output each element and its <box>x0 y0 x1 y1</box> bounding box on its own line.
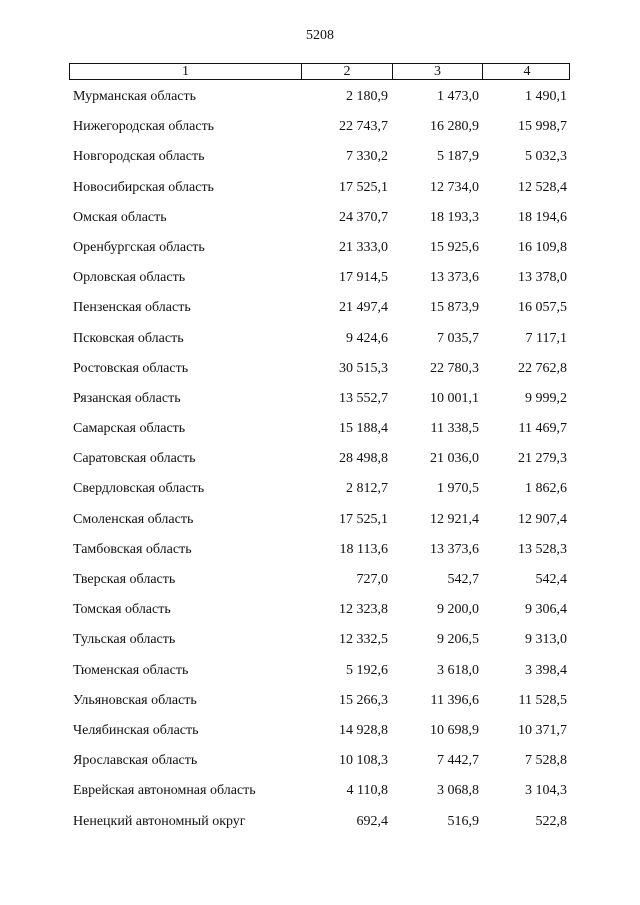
cell-column-3: 7 442,7 <box>437 753 479 769</box>
cell-column-3: 13 373,6 <box>430 270 479 286</box>
cell-column-2: 17 525,1 <box>339 511 388 527</box>
cell-column-3: 13 373,6 <box>430 541 479 557</box>
table-row <box>0 722 640 752</box>
region-name: Ярославская область <box>73 753 198 769</box>
cell-column-3: 10 001,1 <box>430 390 479 406</box>
table-body <box>0 88 640 843</box>
table-row <box>0 782 640 812</box>
cell-column-2: 17 525,1 <box>339 179 388 195</box>
cell-column-4: 10 371,7 <box>518 722 567 738</box>
cell-column-2: 24 370,7 <box>339 209 388 225</box>
cell-column-3: 11 338,5 <box>430 421 479 437</box>
cell-column-3: 9 200,0 <box>437 602 479 618</box>
cell-column-4: 12 907,4 <box>518 511 567 527</box>
cell-column-4: 7 528,8 <box>525 753 567 769</box>
cell-column-3: 15 873,9 <box>430 300 479 316</box>
table-row <box>0 571 640 601</box>
table-row <box>0 631 640 661</box>
cell-column-4: 7 117,1 <box>525 330 567 346</box>
cell-column-4: 11 528,5 <box>518 692 567 708</box>
cell-column-3: 542,7 <box>447 572 479 587</box>
cell-column-2: 21 333,0 <box>339 239 388 255</box>
cell-column-3: 12 734,0 <box>430 179 479 195</box>
cell-column-2: 21 497,4 <box>339 300 388 316</box>
column-header-3: 3 <box>392 64 482 79</box>
cell-column-4: 3 398,4 <box>525 662 567 678</box>
cell-column-2: 30 515,3 <box>339 360 388 376</box>
table-row <box>0 209 640 239</box>
cell-column-2: 2 812,7 <box>346 481 388 497</box>
cell-column-3: 5 187,9 <box>437 149 479 165</box>
column-header-1: 1 <box>182 64 189 79</box>
cell-column-2: 12 332,5 <box>339 632 388 648</box>
region-name: Псковская область <box>73 330 184 346</box>
table-row <box>0 299 640 329</box>
cell-column-4: 13 378,0 <box>518 270 567 286</box>
region-name: Тамбовская область <box>73 541 192 557</box>
cell-column-4: 9 313,0 <box>525 632 567 648</box>
region-name: Нижегородская область <box>73 119 215 135</box>
page-number: 5208 <box>306 28 334 43</box>
region-name: Рязанская область <box>73 390 181 406</box>
table-row <box>0 420 640 450</box>
cell-column-3: 3 618,0 <box>437 662 479 678</box>
cell-column-4: 15 998,7 <box>518 119 567 135</box>
table-row <box>0 813 640 843</box>
table-row <box>0 511 640 541</box>
cell-column-2: 13 552,7 <box>339 390 388 406</box>
cell-column-2: 7 330,2 <box>346 149 388 165</box>
table-row <box>0 541 640 571</box>
cell-column-3: 16 280,9 <box>430 119 479 135</box>
region-name: Омская область <box>73 209 167 225</box>
region-name: Ростовская область <box>73 360 189 376</box>
region-name: Новгородская область <box>73 149 205 165</box>
cell-column-2: 17 914,5 <box>339 270 388 286</box>
cell-column-4: 12 528,4 <box>518 179 567 195</box>
table-row <box>0 118 640 148</box>
cell-column-4: 11 469,7 <box>518 421 567 437</box>
cell-column-2: 12 323,8 <box>339 602 388 618</box>
cell-column-2: 15 188,4 <box>339 421 388 437</box>
cell-column-2: 15 266,3 <box>339 692 388 708</box>
cell-column-3: 11 396,6 <box>430 692 479 708</box>
cell-column-4: 9 306,4 <box>525 602 567 618</box>
table-row <box>0 179 640 209</box>
cell-column-4: 9 999,2 <box>525 390 567 406</box>
cell-column-3: 3 068,8 <box>437 783 479 799</box>
table-row <box>0 360 640 390</box>
region-name: Оренбургская область <box>73 239 205 255</box>
region-name: Саратовская область <box>73 451 196 467</box>
cell-column-3: 516,9 <box>447 813 479 829</box>
cell-column-2: 5 192,6 <box>346 662 388 678</box>
cell-column-3: 15 925,6 <box>430 239 479 255</box>
cell-column-3: 18 193,3 <box>430 209 479 225</box>
cell-column-3: 1 473,0 <box>437 89 479 104</box>
column-header-4: 4 <box>482 64 571 79</box>
region-name: Челябинская область <box>73 722 199 738</box>
region-name: Орловская область <box>73 270 186 286</box>
region-name: Тверская область <box>73 572 176 587</box>
column-header-2: 2 <box>301 64 392 79</box>
region-name: Тюменская область <box>73 662 189 678</box>
region-name: Новосибирская область <box>73 179 214 195</box>
cell-column-4: 1 490,1 <box>525 89 567 104</box>
table-row <box>0 239 640 269</box>
table-row <box>0 390 640 420</box>
cell-column-2: 2 180,9 <box>346 89 388 104</box>
cell-column-2: 14 928,8 <box>339 722 388 738</box>
cell-column-2: 4 110,8 <box>346 783 388 799</box>
cell-column-3: 12 921,4 <box>430 511 479 527</box>
region-name: Еврейская автономная область <box>73 783 256 799</box>
cell-column-4: 18 194,6 <box>518 209 567 225</box>
cell-column-4: 5 032,3 <box>525 149 567 165</box>
cell-column-4: 542,4 <box>535 572 567 587</box>
cell-column-2: 28 498,8 <box>339 451 388 467</box>
cell-column-4: 13 528,3 <box>518 541 567 557</box>
cell-column-3: 22 780,3 <box>430 360 479 376</box>
cell-column-4: 1 862,6 <box>525 481 567 497</box>
region-name: Томская область <box>73 602 171 618</box>
cell-column-4: 16 109,8 <box>518 239 567 255</box>
cell-column-2: 10 108,3 <box>339 753 388 769</box>
cell-column-3: 10 698,9 <box>430 722 479 738</box>
cell-column-3: 7 035,7 <box>437 330 479 346</box>
region-name: Ульяновская область <box>73 692 197 708</box>
table-row <box>0 88 640 118</box>
cell-column-2: 727,0 <box>356 572 388 587</box>
table-row <box>0 269 640 299</box>
region-name: Пензенская область <box>73 300 191 316</box>
table-row <box>0 480 640 510</box>
cell-column-2: 9 424,6 <box>346 330 388 346</box>
cell-column-4: 3 104,3 <box>525 783 567 799</box>
cell-column-2: 692,4 <box>356 813 388 829</box>
cell-column-4: 21 279,3 <box>518 451 567 467</box>
table-row <box>0 692 640 722</box>
table-row <box>0 148 640 178</box>
table-row <box>0 601 640 631</box>
cell-column-3: 1 970,5 <box>437 481 479 497</box>
region-name: Мурманская область <box>73 89 197 104</box>
table-row <box>0 450 640 480</box>
table-row <box>0 330 640 360</box>
cell-column-3: 21 036,0 <box>430 451 479 467</box>
cell-column-4: 16 057,5 <box>518 300 567 316</box>
table-row <box>0 662 640 692</box>
cell-column-2: 22 743,7 <box>339 119 388 135</box>
table-header <box>69 63 570 80</box>
region-name: Ненецкий автономный округ <box>73 813 246 829</box>
cell-column-4: 22 762,8 <box>518 360 567 376</box>
region-name: Тульская область <box>73 632 176 648</box>
region-name: Свердловская область <box>73 481 205 497</box>
cell-column-3: 9 206,5 <box>437 632 479 648</box>
region-name: Самарская область <box>73 421 186 437</box>
table-row <box>0 752 640 782</box>
cell-column-2: 18 113,6 <box>339 541 388 557</box>
region-name: Смоленская область <box>73 511 194 527</box>
cell-column-4: 522,8 <box>535 813 567 829</box>
